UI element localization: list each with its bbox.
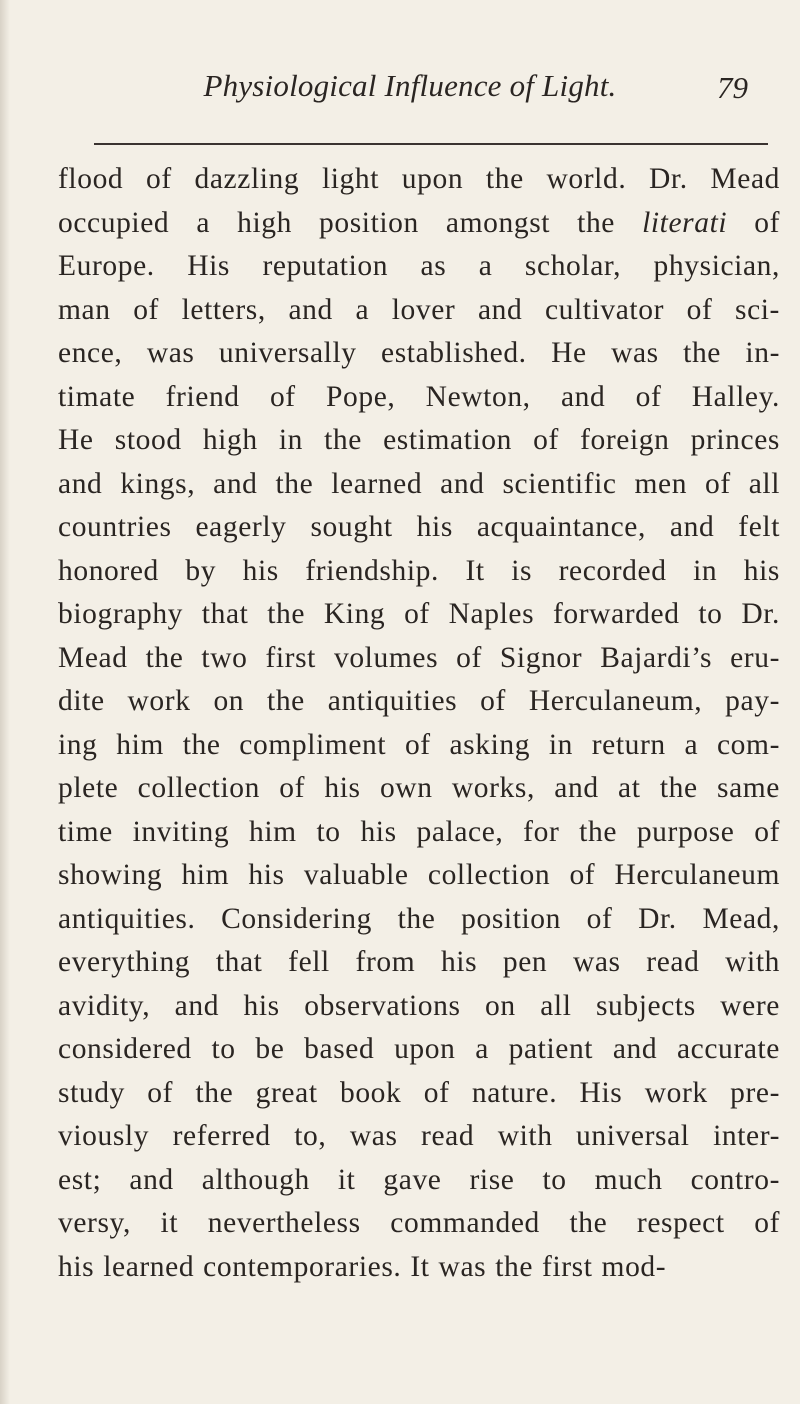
- text-line: Europe. His reputation as a scholar, physician,: [58, 250, 780, 282]
- text-line: He stood high in the estimation of foreign princes: [58, 424, 780, 456]
- text-line: [58, 202, 780, 246]
- text-line: and kings, and the learned and scientific men of all: [58, 467, 780, 500]
- text-line: biography that the King of Naples forwarded to Dr.: [58, 598, 780, 630]
- text-line: man of letters, and a lover and cultivator of sci-: [58, 293, 780, 326]
- text-line: everything that fell from his pen was read with: [58, 946, 780, 978]
- text-line: study of the great book of nature. His work pre-: [58, 1076, 780, 1109]
- running-title: Physiological Influence of Light.: [203, 68, 617, 103]
- text-line: flood of dazzling light upon the world. Dr. Mead: [58, 163, 780, 195]
- page-number: 79: [717, 70, 748, 105]
- text-line: plete collection of his own works, and at the same: [58, 772, 780, 804]
- text-line: Mead the two first volumes of Signor Bajardi’s eru-: [58, 641, 780, 674]
- text-line: timate friend of Pope, Newton, and of Halley.: [58, 380, 780, 413]
- text-line: est; and although it gave rise to much contro-: [58, 1163, 780, 1196]
- binding-shadow: [0, 0, 10, 1404]
- text-line: ing him the compliment of asking in return a com-: [58, 728, 780, 761]
- running-head: [60, 58, 760, 108]
- text-line-end: of: [727, 206, 781, 239]
- text-line: antiquities. Considering the position of Dr. Mead,: [58, 902, 780, 935]
- text-line: honored by his friendship. It is recorded in his: [58, 554, 780, 587]
- text-line: countries eagerly sought his acquaintance, and felt: [58, 511, 780, 543]
- text-line: dite work on the antiquities of Herculaneum, pay-: [58, 685, 780, 717]
- text-line: versy, it nevertheless commanded the respect of: [58, 1207, 780, 1239]
- text-line: his learned contemporaries. It was the first mod-: [58, 1250, 667, 1283]
- text-line: ence, was universally established. He was the in-: [58, 337, 780, 369]
- italic-term: literati: [642, 206, 728, 239]
- text-line-start: occupied a high position amongst the: [58, 206, 643, 239]
- text-line: time inviting him to his palace, for the purpose of: [58, 815, 780, 848]
- body-text: [58, 158, 780, 1289]
- text-line: avidity, and his observations on all subjects were: [58, 989, 780, 1022]
- text-line: considered to be based upon a patient and accurate: [58, 1033, 780, 1065]
- text-line: viously referred to, was read with universal inter-: [58, 1120, 780, 1152]
- header-rule: [94, 143, 768, 145]
- text-line: showing him his valuable collection of Herculaneum: [58, 859, 780, 891]
